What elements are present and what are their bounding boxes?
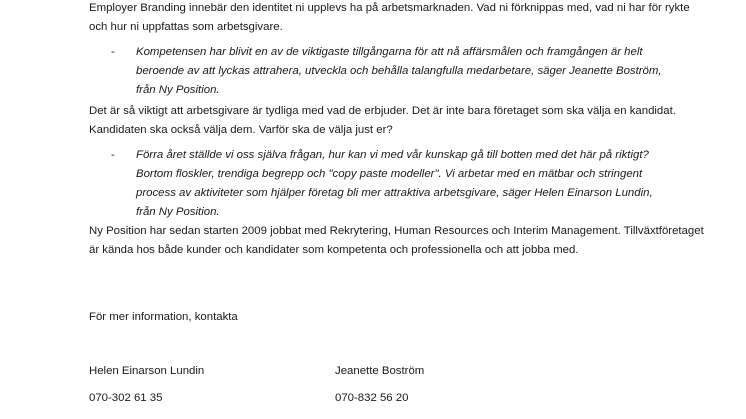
quote-block-2 xyxy=(111,146,671,222)
quote-text-1: Kompetensen har blivit en av de viktigaste tillgångarna för att nå affärsmålen och framgången är helt beroende av att lyckas attrahera, utveckla och behålla talangfulla medarbetare, säger Jeanette Boström, från Ny Position. xyxy=(136,46,662,96)
contact-name-1: Helen Einarson Lundin xyxy=(89,365,205,377)
contact-name-2: Jeanette Boström xyxy=(335,365,425,377)
quote-bullet: - xyxy=(111,149,115,161)
contact-phone-1: 070-302 61 35 xyxy=(89,392,163,404)
company-paragraph: Ny Position har sedan starten 2009 jobbat med Rekrytering, Human Resources och Interim Management. Tillväxtföretaget är kända hos både kunder och kandidater som kompetenta och professionella och att jobba med. xyxy=(89,225,704,256)
contact-phone-2: 070-832 56 20 xyxy=(335,392,409,404)
intro-paragraph: Employer Branding innebär den identitet ni upplevs ha på arbetsmarknaden. Vad ni förknippas med, vad ni har för rykte och hur ni uppfattas som arbetsgivare. xyxy=(89,2,690,33)
more-info-label: För mer information, kontakta xyxy=(89,311,238,323)
quote-text-2: Förra året ställde vi oss själva frågan, hur kan vi med vår kunskap gå till botten med det här på riktigt? Bortom floskler, trendiga begrepp och "copy paste modeller". Vi arbetar med en mätbar och stringent process av aktiviteter som hjälper företag bli mer attraktiva arbetsgivare, säger Helen Einarson Lundin, från Ny Position. xyxy=(136,149,653,218)
quote-bullet: - xyxy=(111,46,115,58)
quote-block-1 xyxy=(111,43,671,100)
middle-paragraph: Det är så viktigt att arbetsgivare är tydliga med vad de erbjuder. Det är inte bara företaget som ska välja en kandidat. Kandidaten ska också välja dem. Varför ska de välja just er? xyxy=(89,105,676,136)
